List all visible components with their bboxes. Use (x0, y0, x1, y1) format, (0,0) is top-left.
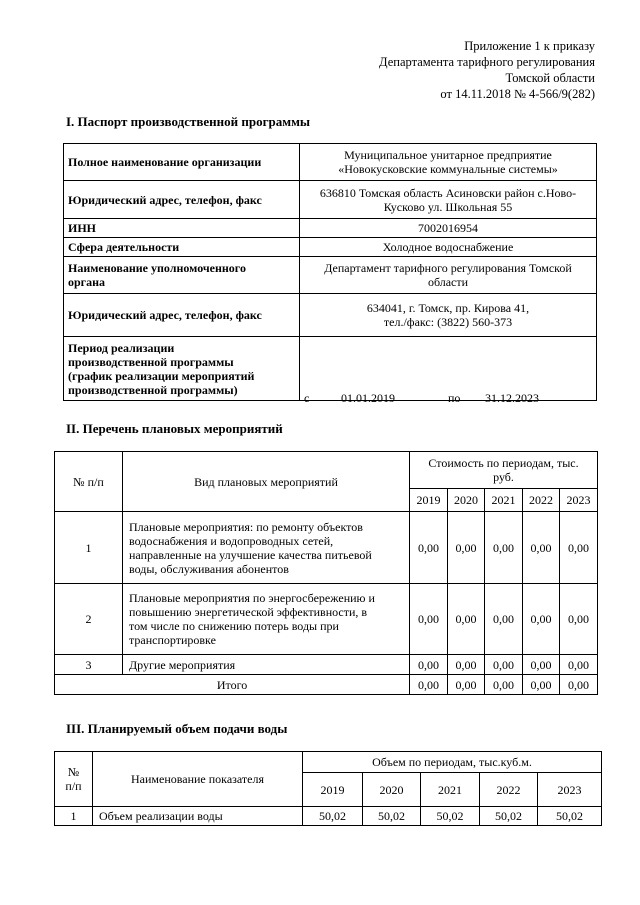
cost-cell: 0,00 (410, 655, 448, 675)
cost-cell: 0,00 (523, 584, 560, 655)
period-label (64, 337, 300, 401)
table-row (64, 257, 597, 294)
table-header-row (55, 452, 598, 489)
volume-cell: 50,02 (303, 807, 363, 826)
value-line: 636810 Томская область Асиновски район с.Ново- (319, 185, 577, 200)
desc-line: направленные на улучшение качества питьевой (129, 547, 372, 562)
total-cell: 0,00 (485, 675, 523, 695)
table-row (64, 219, 597, 238)
label-line: производственной программы) (68, 382, 238, 397)
period-from-prefix: с (304, 390, 310, 405)
header-line: п/п (65, 779, 82, 793)
volume-cell: 50,02 (480, 807, 538, 826)
year-header: 2023 (560, 489, 598, 512)
row-desc (123, 512, 410, 584)
year-header: 2022 (523, 489, 560, 512)
cost-cell: 0,00 (448, 655, 485, 675)
measures-table (54, 451, 598, 695)
col-header-name: Наименование показателя (93, 752, 303, 807)
row-label: Юридический адрес, телефон, факс (64, 181, 300, 219)
row-num: 1 (55, 512, 123, 584)
year-header: 2019 (410, 489, 448, 512)
row-label: Полное наименование организации (64, 144, 300, 181)
section2-title: II. Перечень плановых мероприятий (66, 421, 283, 436)
row-label: Юридический адрес, телефон, факс (64, 294, 300, 337)
cost-cell: 0,00 (485, 655, 523, 675)
row-label (64, 257, 300, 294)
value-line: Департамент тарифного регулирования Томской (324, 261, 572, 275)
col-header-cost (410, 452, 598, 489)
value-line: «Новокусковские коммунальные системы» (338, 162, 558, 176)
year-header: 2019 (303, 773, 363, 807)
col-header-num (55, 752, 93, 807)
label-line: Период реализации (68, 340, 175, 355)
col-header-volume: Объем по периодам, тыс.куб.м. (303, 752, 602, 773)
row-value (300, 144, 597, 181)
total-label: Итого (55, 675, 410, 695)
year-header: 2022 (480, 773, 538, 807)
total-row (55, 675, 598, 695)
row-label: ИНН (64, 219, 300, 238)
label-line: органа (68, 275, 106, 289)
desc-line: Плановые мероприятия по энергосбережению и (129, 591, 375, 605)
table-row (64, 181, 597, 219)
cost-cell: 0,00 (410, 512, 448, 584)
cost-cell: 0,00 (523, 512, 560, 584)
row-value (300, 257, 597, 294)
table-row (64, 144, 597, 181)
cost-cell: 0,00 (560, 584, 598, 655)
value-line: 634041, г. Томск, пр. Кирова 41, (366, 301, 530, 315)
period-value (300, 337, 597, 405)
table-row (55, 584, 598, 655)
cost-cell: 0,00 (560, 512, 598, 584)
cost-cell: 0,00 (485, 584, 523, 655)
row-value (300, 294, 597, 337)
volume-cell: 50,02 (363, 807, 421, 826)
total-cell: 0,00 (410, 675, 448, 695)
year-header: 2020 (448, 489, 485, 512)
row-desc: Другие мероприятия (123, 655, 410, 675)
header-line: от 14.11.2018 № 4-566/9(282) (440, 87, 595, 101)
col-header-num: № п/п (55, 452, 123, 512)
value-line: области (427, 275, 469, 289)
period-from: 01.01.2019 (341, 390, 395, 405)
row-num: 3 (55, 655, 123, 675)
row-name: Объем реализации воды (93, 807, 303, 826)
value-line: Муниципальное унитарное предприятие (344, 148, 552, 162)
desc-line: воды, обслуживания абонентов (129, 561, 289, 576)
header-line: Томской области (505, 71, 595, 85)
document-header (379, 38, 595, 102)
desc-line: транспортировке (129, 633, 216, 647)
row-value: 7002016954 (300, 219, 597, 238)
volume-table (54, 751, 602, 826)
period-to-prefix: по (448, 390, 461, 405)
section3-title: III. Планируемый объем подачи воды (66, 721, 288, 736)
desc-line: водоснабжения и водопроводных сетей, (129, 533, 334, 548)
value-line: Кусково ул. Школьная 55 (383, 199, 513, 214)
section1-title: I. Паспорт производственной программы (66, 114, 311, 129)
cost-cell: 0,00 (523, 655, 560, 675)
table-row (55, 655, 598, 675)
row-value (300, 181, 597, 219)
row-num: 1 (55, 807, 93, 826)
label-line: (график реализации мероприятий (68, 368, 255, 383)
cost-cell: 0,00 (560, 655, 598, 675)
header-line: Приложение 1 к приказу (464, 39, 595, 53)
year-header: 2021 (485, 489, 523, 512)
table-row (55, 807, 602, 826)
table-row (64, 337, 597, 401)
total-cell: 0,00 (448, 675, 485, 695)
volume-cell: 50,02 (421, 807, 480, 826)
col-header-name: Вид плановых мероприятий (123, 452, 410, 512)
header-line: № (67, 765, 80, 779)
label-line: производственной программы (68, 354, 234, 369)
row-label: Сфера деятельности (64, 238, 300, 257)
header-line: Департамента тарифного регулирования (379, 55, 595, 69)
table-row (64, 238, 597, 257)
table-header-row (55, 752, 602, 773)
cost-cell: 0,00 (485, 512, 523, 584)
period-to: 31.12.2023 (485, 390, 539, 405)
cost-cell: 0,00 (410, 584, 448, 655)
cost-cell: 0,00 (448, 512, 485, 584)
year-header: 2020 (363, 773, 421, 807)
year-header: 2023 (538, 773, 602, 807)
cost-cell: 0,00 (448, 584, 485, 655)
total-cell: 0,00 (523, 675, 560, 695)
volume-cell: 50,02 (538, 807, 602, 826)
label-line: Наименование уполномоченного (68, 261, 246, 275)
total-cell: 0,00 (560, 675, 598, 695)
value-line: тел./факс: (3822) 560-373 (383, 315, 513, 329)
desc-line: том числе по снижению потерь воды при (129, 619, 339, 633)
desc-line: повышению энергетической эффективности, в (129, 605, 368, 619)
row-num: 2 (55, 584, 123, 655)
year-header: 2021 (421, 773, 480, 807)
header-line: руб. (493, 470, 514, 484)
passport-table (63, 143, 597, 405)
row-desc (123, 584, 410, 655)
table-row (64, 294, 597, 337)
desc-line: Плановые мероприятия: по ремонту объектов (129, 519, 363, 534)
row-value: Холодное водоснабжение (300, 238, 597, 257)
header-line: Стоимость по периодам, тыс. (428, 456, 579, 470)
table-row (55, 512, 598, 584)
